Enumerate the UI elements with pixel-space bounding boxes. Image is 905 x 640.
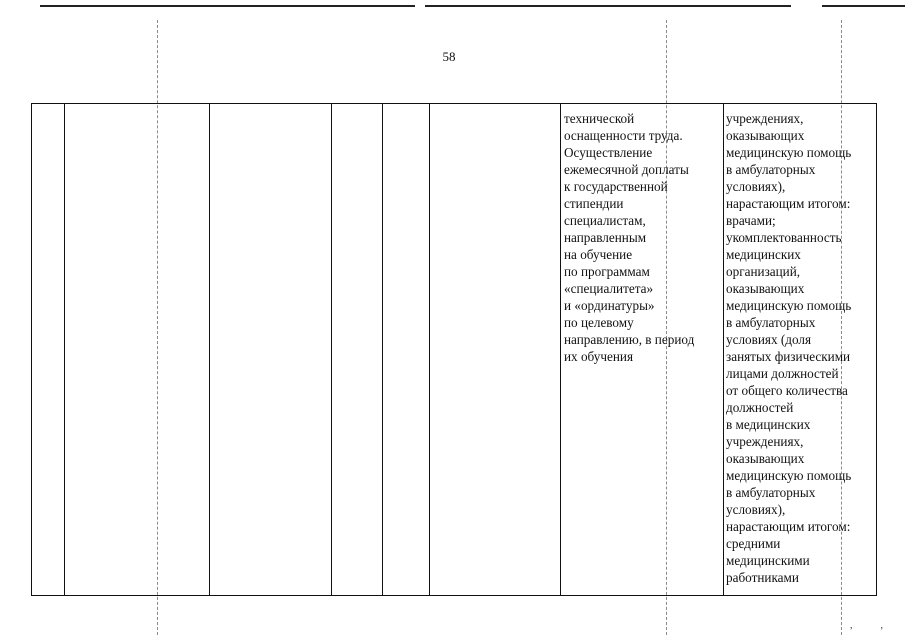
indicator-cell: учреждениях, оказывающих медицинскую помощь в амбулаторных условиях), нарастающим итогом: врачами; укомплектованность медицинских организаций, оказывающих медицинскую помощь в амбулаторных условиях (доля занятых физическими лицами должностей от общего количества должностей в медицинских учреждениях, оказывающих медицинскую помощь в амбулаторных условиях), нарастающим итогом: средними медицинскими работниками — [726, 111, 852, 585]
column-divider — [64, 104, 65, 595]
scan-artifact-top-middle — [425, 5, 791, 7]
column-divider — [429, 104, 430, 595]
column-divider — [382, 104, 383, 595]
column-divider — [331, 104, 332, 595]
measure-cell: технической оснащенности труда. Осуществление ежемесячной доплаты к государственной стипендии специалистам, направленным на обучение по программам «специалитета» и «ординатуры» по целевому направлению, в период их обучения — [564, 111, 695, 364]
data-table — [31, 103, 877, 596]
column-divider — [723, 104, 724, 595]
page-number: 58 — [442, 49, 456, 64]
column-divider — [209, 104, 210, 595]
scan-mark: , — [850, 620, 853, 631]
scan-mark: ‚ — [880, 620, 884, 631]
scan-artifact-top-left — [40, 5, 415, 7]
scan-artifact-top-right — [822, 5, 905, 7]
column-divider — [560, 104, 561, 595]
